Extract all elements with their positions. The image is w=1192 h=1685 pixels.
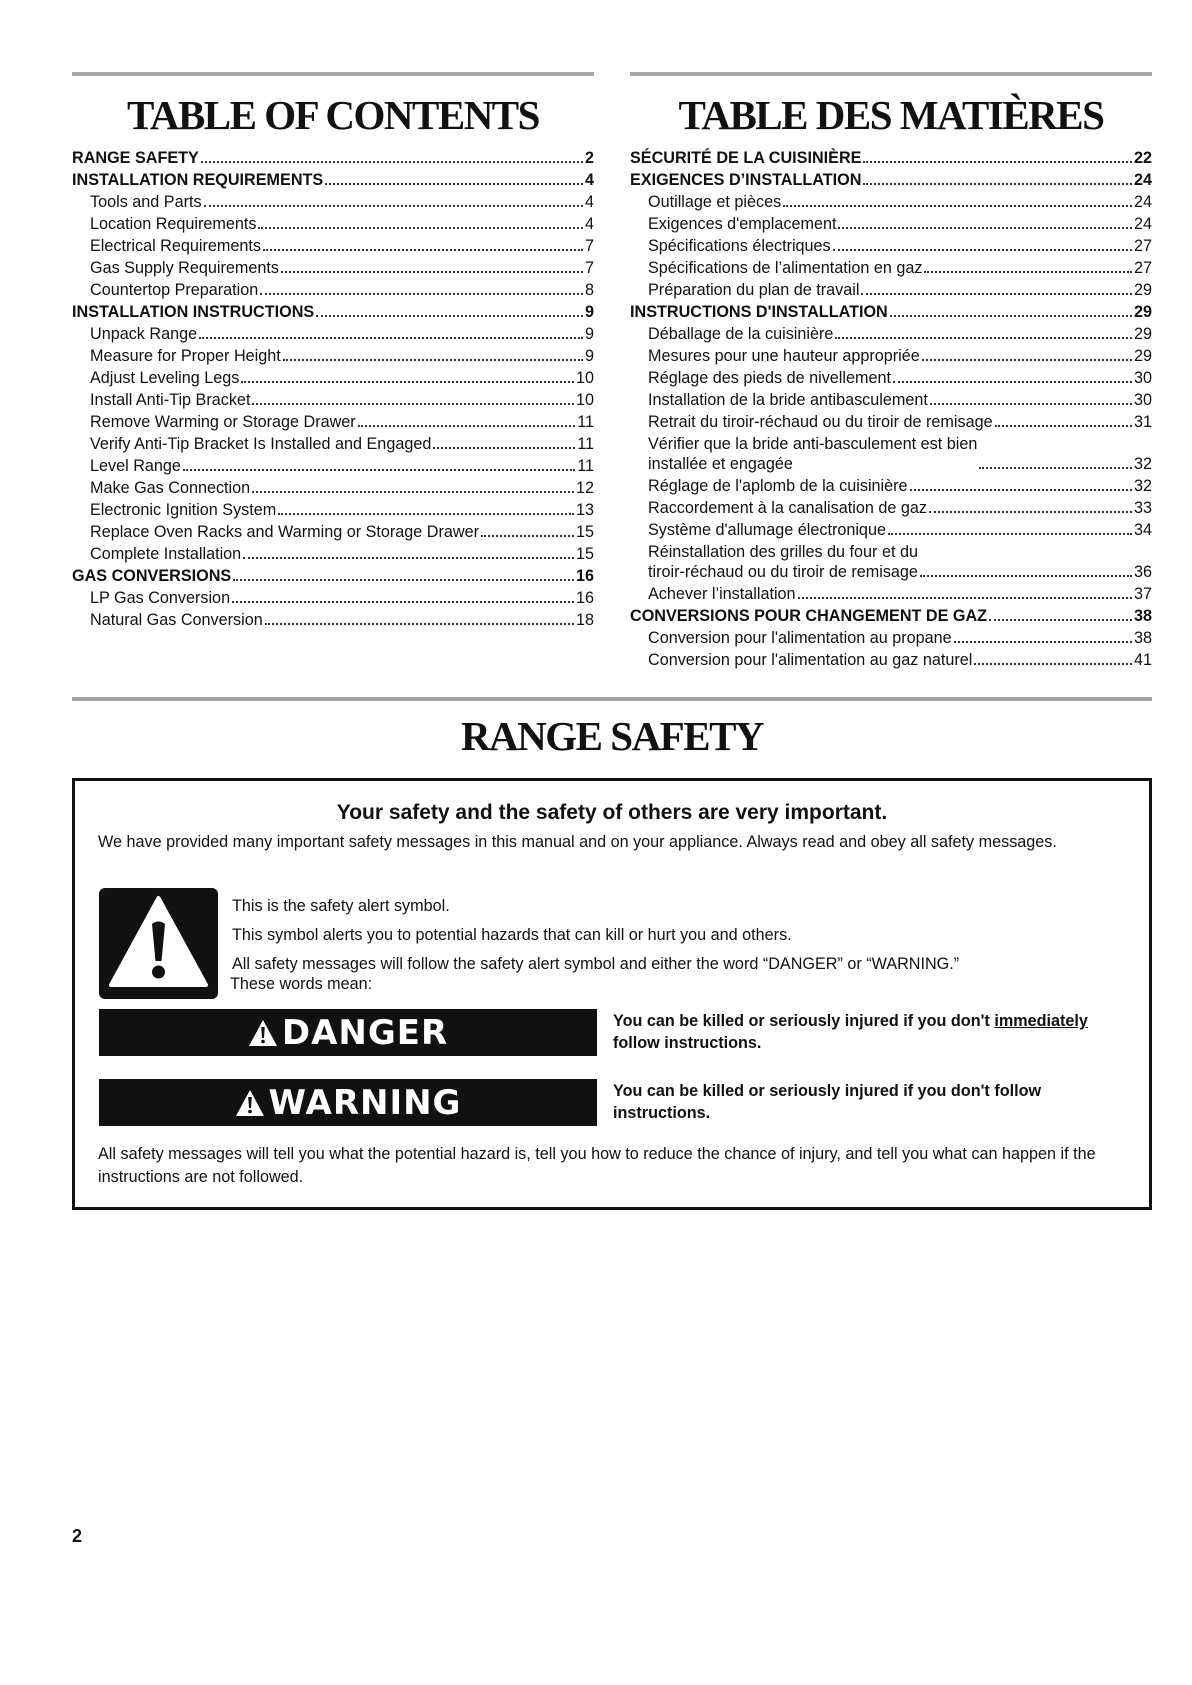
toc-entry[interactable]	[72, 478, 594, 498]
toc-entry[interactable]	[630, 412, 1152, 432]
toc-entry-label: INSTALLATION REQUIREMENTS	[72, 171, 324, 189]
toc-entry-page: 16	[575, 589, 594, 607]
toc-entry-label-line2: tiroir-réchaud ou du tiroir de remisage	[648, 563, 918, 581]
toc-entry-label: Location Requirements	[90, 215, 257, 233]
toc-entry-label: Achever l’installation	[648, 585, 796, 603]
dot-leader	[863, 183, 1132, 185]
dot-leader	[316, 315, 583, 317]
toc-entry-page: 15	[575, 523, 594, 541]
toc-entry-label: Système d'allumage électronique	[648, 521, 886, 539]
dot-leader	[232, 601, 574, 603]
dot-leader	[183, 469, 575, 471]
toc-entry[interactable]	[630, 434, 1152, 474]
toc-entry-page: 27	[1133, 259, 1152, 277]
danger-alert-icon	[248, 1019, 278, 1047]
toc-entry[interactable]	[72, 302, 594, 322]
dot-leader	[252, 403, 574, 405]
toc-french	[630, 72, 1152, 672]
dot-leader	[989, 619, 1132, 621]
toc-entry-page: 24	[1133, 193, 1152, 211]
toc-entry-page: 41	[1133, 651, 1152, 669]
danger-label: DANGER	[281, 1012, 449, 1053]
toc-entry-page: 15	[575, 545, 594, 563]
toc-entry[interactable]	[630, 214, 1152, 234]
toc-entry-page: 38	[1133, 607, 1152, 625]
safety-alert-icon	[99, 888, 218, 999]
section-rule	[72, 697, 1152, 701]
toc-entry-label: Level Range	[90, 457, 181, 475]
danger-text-emphasis: immediately	[994, 1012, 1088, 1030]
toc-entry-page: 29	[1133, 303, 1152, 321]
toc-entry[interactable]	[630, 584, 1152, 604]
toc-entry-page: 9	[584, 325, 594, 343]
toc-entry-label: Replace Oven Racks and Warming or Storage Drawer	[90, 523, 479, 541]
toc-entry-page: 12	[575, 479, 594, 497]
dot-leader	[358, 425, 576, 427]
toc-entry[interactable]	[630, 280, 1152, 300]
toc-entry-label: Make Gas Connection	[90, 479, 251, 497]
dot-leader	[283, 359, 583, 361]
toc-entry[interactable]	[630, 346, 1152, 366]
toc-entry[interactable]	[72, 522, 594, 542]
dot-leader	[863, 161, 1132, 163]
toc-entry[interactable]	[72, 456, 594, 476]
toc-entry-label: Electronic Ignition System	[90, 501, 277, 519]
toc-entry-page: 11	[577, 413, 594, 431]
toc-entry-page: 24	[1133, 171, 1152, 189]
toc-entry-label: Mesures pour une hauteur appropriée	[648, 347, 920, 365]
toc-entry-label: Préparation du plan de travail	[648, 281, 860, 299]
safety-footer: All safety messages will tell you what the potential hazard is, tell you how to reduce the chance of injury, and tell you what can happen if the instructions are not followed.	[98, 1145, 1096, 1186]
toc-entry-page: 30	[1133, 369, 1152, 387]
dot-leader	[258, 227, 583, 229]
dot-leader	[798, 597, 1132, 599]
toc-entry-page: 9	[584, 303, 594, 321]
toc-entry-label: LP Gas Conversion	[90, 589, 231, 607]
toc-entry-page: 4	[584, 215, 594, 233]
toc-entry-label: Raccordement à la canalisation de gaz	[648, 499, 927, 517]
toc-entry[interactable]	[630, 650, 1152, 670]
dot-leader	[833, 249, 1132, 251]
toc-entry-label: Gas Supply Requirements	[90, 259, 279, 277]
toc-entry-page: 11	[577, 457, 594, 475]
toc-entry[interactable]	[72, 192, 594, 212]
toc-entry-page: 13	[575, 501, 594, 519]
toc-title-fr: TABLE DES MATIÈRES	[678, 92, 1104, 138]
toc-entry[interactable]	[630, 258, 1152, 278]
toc-entry-page: 29	[1133, 347, 1152, 365]
dot-leader	[861, 293, 1132, 295]
toc-entry[interactable]	[72, 280, 594, 300]
toc-entry[interactable]	[72, 368, 594, 388]
toc-entry-label: Adjust Leveling Legs	[90, 369, 240, 387]
toc-title: TABLE OF CONTENTS	[127, 92, 539, 138]
toc-entry-label: Tools and Parts	[90, 193, 202, 211]
toc-entry-page: 10	[575, 369, 594, 387]
toc-entry-label: Electrical Requirements	[90, 237, 261, 255]
toc-entry[interactable]	[72, 170, 594, 190]
toc-entry[interactable]	[72, 390, 594, 410]
dot-leader	[201, 161, 583, 163]
toc-entry-label: EXIGENCES D’INSTALLATION	[630, 171, 862, 189]
toc-entry-page: 27	[1133, 237, 1152, 255]
toc-entry-page: 33	[1133, 499, 1152, 517]
dot-leader	[910, 489, 1132, 491]
danger-signal-bar	[99, 1009, 597, 1056]
toc-entry[interactable]	[630, 170, 1152, 190]
dot-leader	[281, 271, 583, 273]
top-rule-right	[630, 72, 1152, 76]
toc-entry-label: Retrait du tiroir-réchaud ou du tiroir de remisage	[648, 413, 993, 431]
toc-entry[interactable]	[72, 258, 594, 278]
toc-entry-page: 24	[1133, 215, 1152, 233]
warning-alert-icon	[235, 1089, 265, 1117]
range-safety-title: RANGE SAFETY	[460, 713, 764, 759]
toc-entry[interactable]	[630, 236, 1152, 256]
toc-entry-label: Countertop Preparation	[90, 281, 259, 299]
toc-entry[interactable]	[630, 390, 1152, 410]
toc-entry-label: Outillage et pièces	[648, 193, 782, 211]
toc-entry-label: Spécifications de l’alimentation en gaz	[648, 259, 923, 277]
toc-entry[interactable]	[630, 628, 1152, 648]
dot-leader	[278, 513, 574, 515]
danger-text-end: follow instructions.	[613, 1034, 762, 1052]
dot-leader	[974, 663, 1132, 665]
warning-label: WARNING	[268, 1082, 462, 1123]
dot-leader	[204, 205, 583, 207]
toc-entry-page: 29	[1133, 281, 1152, 299]
dot-leader	[835, 337, 1132, 339]
toc-entry[interactable]	[630, 542, 1152, 582]
alert-line: These words mean:	[230, 975, 373, 993]
toc-entry[interactable]	[72, 500, 594, 520]
toc-entry-label: Verify Anti-Tip Bracket Is Installed and Engaged	[90, 435, 432, 453]
toc-entry-page: 37	[1133, 585, 1152, 603]
toc-entry-label: Complete Installation	[90, 545, 242, 563]
toc-entry-label: Conversion pour l'alimentation au propane	[648, 629, 952, 647]
toc-entry-page: 9	[584, 347, 594, 365]
toc-entry-label: Spécifications électriques	[648, 237, 831, 255]
toc-entry-label: Exigences d'emplacement	[648, 215, 837, 233]
alert-line: This symbol alerts you to potential hazards that can kill or hurt you and others.	[232, 926, 792, 944]
toc-entry[interactable]	[630, 192, 1152, 212]
toc-entry-label: Réglage des pieds de nivellement	[648, 369, 891, 387]
toc-entry-page: 29	[1133, 325, 1152, 343]
toc-entry-label: GAS CONVERSIONS	[72, 567, 232, 585]
toc-entry-label: Unpack Range	[90, 325, 198, 343]
alert-line: All safety messages will follow the safety alert symbol and either the word “DANGER” or “WARNING.”	[232, 955, 960, 973]
toc-entry-label: INSTALLATION INSTRUCTIONS	[72, 303, 315, 321]
dot-leader	[888, 533, 1132, 535]
toc-entry[interactable]	[630, 520, 1152, 540]
toc-entry-page: 8	[584, 281, 594, 299]
dot-leader	[265, 623, 574, 625]
danger-description	[613, 1010, 1133, 1054]
toc-entry[interactable]	[72, 434, 594, 454]
dot-leader	[199, 337, 583, 339]
alert-explanation	[232, 892, 1132, 995]
toc-entry-page: 22	[1133, 149, 1152, 167]
dot-leader	[920, 575, 1132, 577]
dot-leader	[930, 403, 1132, 405]
dot-leader	[838, 227, 1132, 229]
dot-leader	[433, 447, 575, 449]
dot-leader	[325, 183, 583, 185]
toc-list	[72, 148, 594, 630]
dot-leader	[263, 249, 583, 251]
toc-entry-label-line2: installée et engagée	[648, 455, 793, 473]
dot-leader	[481, 535, 574, 537]
toc-entry-page: 7	[584, 259, 594, 277]
toc-entry-page: 2	[584, 149, 594, 167]
toc-entry[interactable]	[630, 498, 1152, 518]
toc-entry[interactable]	[630, 148, 1152, 168]
dot-leader	[243, 557, 574, 559]
toc-entry-label: Installation de la bride antibasculement	[648, 391, 928, 409]
toc-entry-page: 38	[1133, 629, 1152, 647]
toc-entry[interactable]	[72, 412, 594, 432]
toc-english	[72, 72, 594, 632]
dot-leader	[924, 271, 1132, 273]
toc-entry-page: 34	[1133, 521, 1152, 539]
toc-entry-label: Réglage de l'aplomb de la cuisinière	[648, 477, 908, 495]
toc-entry[interactable]	[630, 476, 1152, 496]
toc-entry-label-line1: Vérifier que la bride anti-basculement est bien	[648, 435, 978, 453]
toc-entry[interactable]	[72, 148, 594, 168]
toc-entry-page: 32	[1133, 477, 1152, 495]
toc-entry-page: 4	[584, 171, 594, 189]
dot-leader	[783, 205, 1132, 207]
toc-entry[interactable]	[72, 324, 594, 344]
toc-entry[interactable]	[72, 214, 594, 234]
safety-intro: We have provided many important safety messages in this manual and on your appliance. Always read and obey all safety messages.	[98, 833, 1057, 851]
dot-leader	[233, 579, 574, 581]
toc-entry-label	[648, 434, 977, 474]
toc-entry-label: Natural Gas Conversion	[90, 611, 263, 629]
toc-entry-label-line1: Réinstallation des grilles du four et du	[648, 543, 918, 561]
dot-leader	[260, 293, 583, 295]
toc-entry-label: Conversion pour l'alimentation au gaz naturel	[648, 651, 973, 669]
toc-entry-page: 16	[575, 567, 594, 585]
toc-entry-label: Install Anti-Tip Bracket	[90, 391, 251, 409]
toc-entry-label: Déballage de la cuisinière	[648, 325, 834, 343]
dot-leader	[890, 315, 1132, 317]
page-number: 2	[72, 1526, 83, 1546]
toc-entry-label: RANGE SAFETY	[72, 149, 199, 167]
toc-entry-page: 7	[584, 237, 594, 255]
toc-entry-label: Remove Warming or Storage Drawer	[90, 413, 356, 431]
toc-entry[interactable]	[72, 588, 594, 608]
dot-leader	[995, 425, 1132, 427]
warning-signal-bar	[99, 1079, 597, 1126]
dot-leader	[954, 641, 1132, 643]
toc-entry[interactable]	[630, 606, 1152, 626]
toc-entry-label: INSTRUCTIONS D'INSTALLATION	[630, 303, 888, 321]
toc-entry[interactable]	[72, 236, 594, 256]
toc-entry-page: 10	[575, 391, 594, 409]
top-rule-left	[72, 72, 594, 76]
danger-text-start: You can be killed or seriously injured if you don't	[613, 1012, 995, 1030]
toc-entry-page: 31	[1133, 413, 1152, 431]
toc-entry-label: SÉCURITÉ DE LA CUISINIÈRE	[630, 149, 862, 167]
toc-entry[interactable]	[630, 324, 1152, 344]
toc-entry-label	[648, 542, 918, 582]
toc-entry-page: 4	[584, 193, 594, 211]
toc-entry-label: Measure for Proper Height	[90, 347, 281, 365]
warning-description: You can be killed or seriously injured if you don't follow instructions.	[613, 1082, 1042, 1122]
dot-leader	[252, 491, 574, 493]
toc-entry-page: 30	[1133, 391, 1152, 409]
toc-entry[interactable]	[72, 566, 594, 586]
safety-box	[72, 778, 1152, 1210]
dot-leader	[922, 359, 1132, 361]
toc-entry[interactable]	[72, 544, 594, 564]
toc-entry-page: 36	[1133, 563, 1152, 581]
toc-entry[interactable]	[72, 610, 594, 630]
toc-entry-page: 11	[577, 435, 594, 453]
toc-entry[interactable]	[630, 368, 1152, 388]
toc-entry-page: 18	[575, 611, 594, 629]
alert-line: This is the safety alert symbol.	[232, 897, 450, 915]
toc-list-fr	[630, 148, 1152, 670]
safety-heading: Your safety and the safety of others are very important.	[336, 801, 888, 824]
dot-leader	[929, 511, 1132, 513]
toc-entry[interactable]	[72, 346, 594, 366]
dot-leader	[979, 467, 1132, 469]
toc-entry-label: CONVERSIONS POUR CHANGEMENT DE GAZ	[630, 607, 988, 625]
dot-leader	[241, 381, 574, 383]
toc-entry[interactable]	[630, 302, 1152, 322]
dot-leader	[893, 381, 1132, 383]
toc-entry-page: 32	[1133, 455, 1152, 473]
